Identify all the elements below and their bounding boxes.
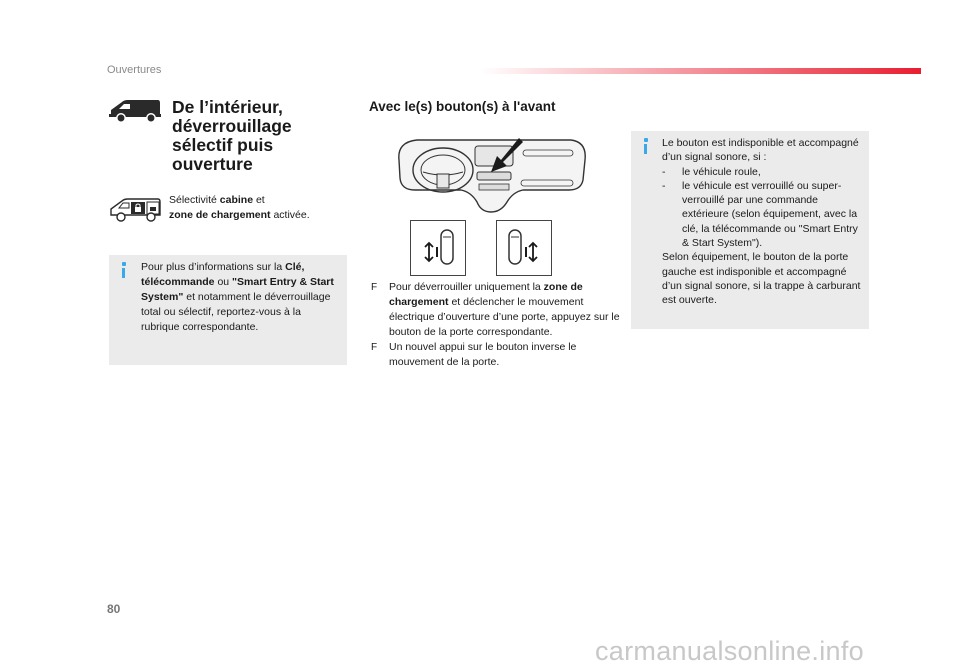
selectivity-text: [169, 193, 310, 223]
section-title: Ouvertures: [107, 64, 162, 76]
text: Pour déverrouiller uniquement la: [389, 281, 544, 293]
text-bold: zone de chargement: [169, 209, 271, 221]
bullet-text: Un nouvel appui sur le bouton inverse le mouvement de la porte.: [389, 341, 577, 368]
list-item-text: le véhicule est verrouillé ou super-verrouillé par une commande extérieure (selon équipement, avec la clé, la télécommande ou "Smart Entry & Start System").: [682, 179, 858, 250]
text: Sélectivité: [169, 194, 220, 206]
van-lock-icon: [108, 197, 162, 223]
text-bold: cabine: [219, 194, 254, 206]
list-item: [371, 280, 627, 340]
text-bold: Clé, télécommande: [141, 261, 305, 288]
watermark: carmanualsonline.info: [595, 636, 864, 666]
info-box-right: [631, 131, 869, 329]
heading-line: ouverture: [172, 154, 253, 174]
bullet-marker: F: [371, 282, 378, 293]
info-outro: Selon équipement, le bouton de la porte gauche est indisponible et accompagné d’un signal sonore, si la trappe à carburant est ouverte.: [662, 251, 861, 307]
info-intro: Le bouton est indisponible et accompagné d’un signal sonore, si :: [662, 137, 859, 164]
left-door-button: [410, 220, 466, 276]
section-heading: [172, 98, 292, 174]
right-door-button: [496, 220, 552, 276]
text-bold: "Smart Entry & Start System": [141, 276, 334, 303]
heading-line: De l’intérieur,: [172, 97, 283, 117]
page-number: 80: [107, 602, 121, 616]
info-icon: [644, 144, 647, 154]
instructions-list: [371, 280, 627, 370]
bullet-text: [389, 280, 627, 340]
list-item-text: le véhicule roule,: [682, 165, 761, 178]
list-item: [371, 340, 627, 370]
dash-marker: -: [662, 165, 666, 178]
sliding-door-right-icon: [497, 221, 551, 275]
list-item: [662, 179, 867, 250]
info-icon: [122, 262, 126, 266]
text-bold: zone de chargement: [389, 281, 583, 308]
heading-line: déverrouillage: [172, 116, 292, 136]
van-icon: [108, 98, 162, 124]
info-text: [662, 136, 867, 308]
dash-marker: -: [662, 179, 666, 192]
text: et déclencher le mouvement électrique d’ouverture d’une porte, appuyez sur le bouton de la porte correspondante.: [389, 296, 620, 338]
info-icon: [644, 138, 648, 142]
text: activée.: [270, 209, 310, 221]
text: et notamment le déverrouillage total ou sélectif, reportez-vous à la rubrique correspondante.: [141, 291, 331, 333]
bullet-marker: F: [371, 342, 378, 353]
info-box-left: [109, 255, 347, 365]
dashboard-illustration: [393, 132, 591, 214]
info-icon: [122, 268, 125, 278]
text: et: [253, 194, 265, 206]
text: ou: [214, 276, 233, 288]
text: Pour plus d’informations sur la: [141, 261, 286, 273]
header-rule: [480, 68, 921, 74]
sliding-door-left-icon: [411, 221, 465, 275]
heading-line: sélectif puis: [172, 135, 274, 155]
subsection-title: Avec le(s) bouton(s) à l'avant: [369, 99, 556, 114]
info-text: [141, 260, 341, 335]
list-item: [662, 165, 867, 179]
